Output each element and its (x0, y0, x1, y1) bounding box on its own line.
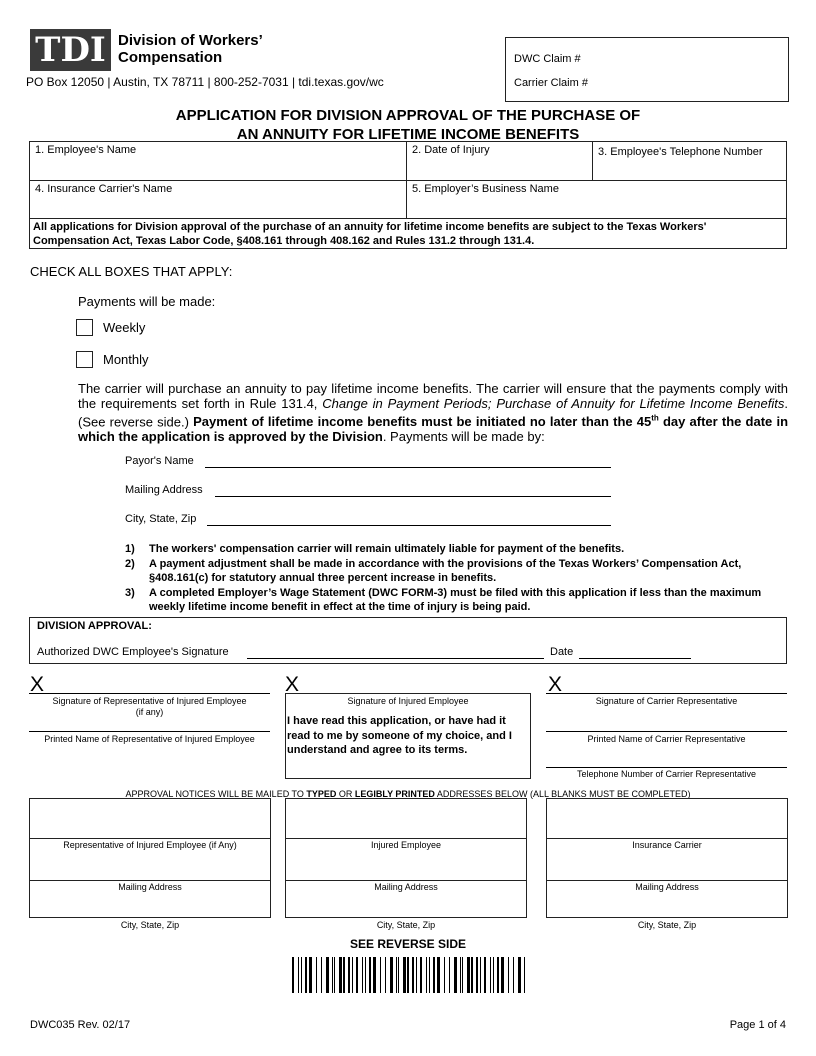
barcode-bar (524, 957, 525, 993)
barcode-bar (321, 957, 322, 993)
barcode-bar (433, 957, 435, 993)
carrier-name-input[interactable] (546, 731, 787, 732)
see-reverse-side: SEE REVERSE SIDE (349, 937, 467, 951)
dwc-claim-label[interactable]: DWC Claim # (514, 53, 581, 65)
label: 4. Insurance Carrier's Name (35, 183, 173, 195)
employee-name-field[interactable] (29, 141, 407, 181)
mailing-address-label: Mailing Address (374, 882, 438, 892)
rep-name-input[interactable] (29, 731, 270, 732)
barcode (292, 957, 528, 993)
carrier-signature-label: Signature of Carrier Representative (595, 696, 738, 706)
barcode-bar (484, 957, 486, 993)
city-state-zip-input[interactable] (29, 880, 271, 918)
barcode-bar (305, 957, 307, 993)
employee-statement: I have read this application, or have had it read to me by someone of my choice, and I understand and agree to its terms. (287, 715, 512, 756)
label: 2. Date of Injury (412, 144, 490, 156)
barcode-bar (373, 957, 376, 993)
mailing-address-label: Mailing Address (635, 882, 699, 892)
barcode-bar (292, 957, 294, 993)
title-line2: AN ANNUITY FOR LIFETIME INCOME BENEFITS (236, 126, 580, 143)
barcode-bar (396, 957, 397, 993)
barcode-bar (398, 957, 399, 993)
mailing-input[interactable] (215, 496, 611, 497)
approval-heading: DIVISION APPROVAL: (37, 620, 152, 632)
monthly-label: Monthly (103, 352, 149, 367)
carrier-signature-input[interactable] (546, 693, 787, 694)
mailing-label: Mailing Address (125, 484, 203, 496)
x-mark: X (285, 673, 300, 696)
barcode-bar (508, 957, 509, 993)
carrier-phone-input[interactable] (546, 767, 787, 768)
date-input[interactable] (579, 658, 691, 659)
mailing-address-input[interactable] (29, 838, 271, 881)
dwc-signature-input[interactable] (247, 658, 544, 659)
date-label: Date (550, 646, 574, 658)
weekly-checkbox[interactable] (76, 319, 93, 336)
x-mark: X (30, 673, 45, 696)
list-item: 3) A completed Employer’s Wage Statement (DWC FORM-3) must be filed with this application if less than the maximum weekly lifetime income benefit in effect at the time of injury is being paid. (125, 586, 762, 613)
barcode-bar (369, 957, 371, 993)
barcode-bar (412, 957, 414, 993)
city-state-zip-label: City, State, Zip (120, 920, 180, 930)
employer-name-field[interactable] (406, 180, 787, 219)
barcode-bar (348, 957, 350, 993)
rep-name-label: Printed Name of Representative of Injured Employee (44, 734, 255, 744)
carrier-name-field[interactable] (29, 180, 407, 219)
barcode-bar (352, 957, 353, 993)
barcode-bar (497, 957, 499, 993)
claim-box (505, 37, 789, 102)
carrier-phone-label: Telephone Number of Carrier Representative (576, 769, 757, 779)
city-label: City, State, Zip (125, 513, 197, 525)
barcode-bar (429, 957, 430, 993)
mailing-address-input[interactable] (546, 838, 788, 881)
label: 3. Employee's Telephone Number (598, 146, 763, 158)
barcode-bar (309, 957, 312, 993)
barcode-bar (362, 957, 363, 993)
city-state-zip-label: City, State, Zip (376, 920, 436, 930)
rep-signature-label: Signature of Representative of Injured Employee (if any) (29, 696, 270, 718)
name-input[interactable] (546, 798, 788, 839)
barcode-bar (334, 957, 335, 993)
barcode-bar (454, 957, 457, 993)
barcode-bar (490, 957, 491, 993)
barcode-bar (365, 957, 366, 993)
division-approval-box (29, 617, 787, 664)
barcode-bar (460, 957, 461, 993)
barcode-bar (471, 957, 473, 993)
barcode-bar (420, 957, 422, 993)
barcode-bar (407, 957, 409, 993)
name-label: Representative of Injured Employee (if Any) (63, 840, 237, 850)
barcode-bar (467, 957, 470, 993)
rep-signature-input[interactable] (29, 693, 270, 694)
city-input[interactable] (207, 525, 611, 526)
org-line1: Division of Workers’ (118, 32, 263, 49)
payor-name-input[interactable] (205, 467, 611, 468)
employee-phone-field[interactable] (592, 141, 787, 181)
org-name (118, 32, 263, 66)
page-number: Page 1 of 4 (729, 1019, 786, 1031)
dwc-signature-label: Authorized DWC Employee's Signature (37, 646, 229, 658)
city-state-zip-input[interactable] (546, 880, 788, 918)
label: 5. Employer’s Business Name (412, 183, 559, 195)
barcode-bar (390, 957, 393, 993)
payments-label: Payments will be made: (78, 294, 216, 309)
barcode-bar (385, 957, 386, 993)
barcode-bar (403, 957, 406, 993)
mailing-address-input[interactable] (285, 838, 527, 881)
conditions-list (125, 542, 787, 615)
page-title (0, 106, 816, 144)
carrier-claim-label[interactable]: Carrier Claim # (514, 77, 588, 89)
title-line1: APPLICATION FOR DIVISION APPROVAL OF THE PURCHASE OF (175, 107, 641, 124)
name-label: Insurance Carrier (632, 840, 702, 850)
monthly-checkbox[interactable] (76, 351, 93, 368)
rep-signature-if-any: (if any) (135, 707, 164, 717)
legal-notice: All applications for Division approval of the purchase of an annuity for lifetime income benefits are subject to the Texas Workers' Compensation Act, Texas Labor Code, §408.161 through 408.162 and Rules 131.2 through 131.4. (29, 218, 787, 249)
barcode-bar (449, 957, 450, 993)
form-number: DWC035 Rev. 02/17 (30, 1019, 131, 1031)
barcode-bar (501, 957, 504, 993)
label: 1. Employee's Name (35, 144, 137, 156)
barcode-bar (343, 957, 345, 993)
address: PO Box 12050 | Austin, TX 78711 | 800-252-7031 | tdi.texas.gov/wc (26, 75, 384, 89)
x-mark: X (548, 673, 563, 696)
city-state-zip-label: City, State, Zip (637, 920, 697, 930)
tdi-logo: TDI (30, 29, 111, 71)
employee-signature-label: Signature of Injured Employee (347, 696, 469, 706)
barcode-bar (301, 957, 302, 993)
barcode-bar (462, 957, 463, 993)
employee-signature-box[interactable] (285, 693, 531, 779)
list-item: 2) A payment adjustment shall be made in accordance with the provisions of the Texas Workers’ Compensation Act, §408.161(c) for statutory annual three percent increase in benefits. (125, 557, 742, 584)
name-label: Injured Employee (370, 840, 442, 850)
name-input[interactable] (285, 798, 527, 839)
barcode-bar (476, 957, 478, 993)
date-of-injury-field[interactable] (406, 141, 593, 181)
barcode-bar (326, 957, 329, 993)
barcode-bar (444, 957, 445, 993)
check-heading: CHECK ALL BOXES THAT APPLY: (30, 264, 233, 279)
org-line2: Compensation (118, 49, 223, 66)
name-input[interactable] (29, 798, 271, 839)
barcode-bar (518, 957, 521, 993)
list-item: 1) The workers' compensation carrier will remain ultimately liable for payment of the benefits. (125, 543, 625, 555)
payor-name-label: Payor's Name (125, 455, 194, 467)
barcode-bar (332, 957, 333, 993)
barcode-bar (426, 957, 427, 993)
barcode-bar (339, 957, 342, 993)
barcode-bar (513, 957, 514, 993)
mailing-address-label: Mailing Address (118, 882, 182, 892)
barcode-bar (437, 957, 440, 993)
weekly-label: Weekly (103, 320, 146, 335)
barcode-bar (416, 957, 417, 993)
annuity-paragraph: The carrier will purchase an annuity to pay lifetime income benefits. The carrier will ensure that the payments comply with the requirements set forth in Rule 131.4, Change in Payment Periods; Purchase of Annuity for Lifetime Income Benefits. (See reverse side.) Payment of lifetime income benefits must be initiated no later than the 45th day after the date in which the application is approved by the Division. Payments will be made by: (78, 381, 789, 445)
barcode-bar (480, 957, 481, 993)
barcode-bar (298, 957, 299, 993)
barcode-bar (316, 957, 317, 993)
barcode-bar (356, 957, 358, 993)
carrier-name-label: Printed Name of Carrier Representative (587, 734, 746, 744)
barcode-bar (380, 957, 381, 993)
barcode-bar (493, 957, 494, 993)
mailing-notice: APPROVAL NOTICES WILL BE MAILED TO TYPED OR LEGIBLY PRINTED ADDRESSES BELOW (ALL BLANKS MUST BE COMPLETED) (125, 789, 691, 799)
city-state-zip-input[interactable] (285, 880, 527, 918)
